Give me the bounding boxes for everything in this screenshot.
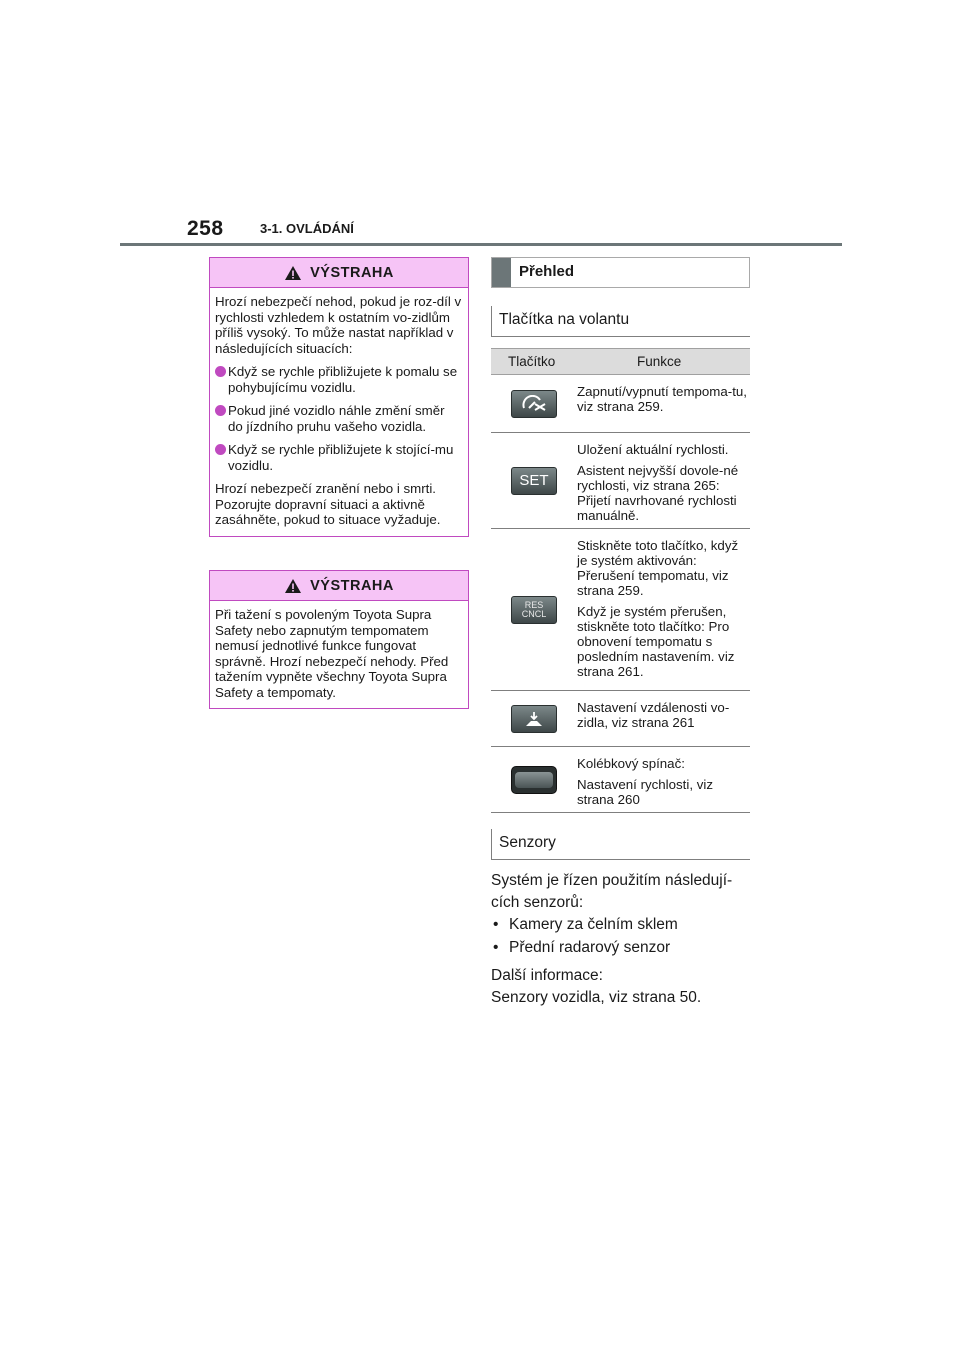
table-row: Zapnutí/vypnutí tempoma-tu, viz strana 259. [491,375,750,433]
table-row: Nastavení vzdálenosti vo-zidla, viz strana 261 [491,691,750,747]
warning-bullet: Když se rychle přibližujete k stojící-mu vozidlu. [215,442,463,473]
warning-box-towing [209,570,469,709]
warning-text: Při tažení s povoleným Toyota Supra Safety nebo zapnutým tempomatem nemusí jednotlivé funkce fungovat správně. Hrozí nebezpečí nehody. Před tažením vypněte všechny Toyota Supra Safety a tempomaty. [215,607,449,700]
distance-setting-icon [511,705,557,733]
res-cncl-button-icon: RES CNCL [511,596,557,624]
sensors-more-line1: Další informace: [491,967,603,984]
col-header-function: Funkce [637,354,682,369]
warning-title: VÝSTRAHA [310,577,394,594]
buttons-table [491,348,750,813]
sensors-intro-line1: Systém je řízen použitím následují- [491,872,733,889]
set-button-icon: SET [511,467,557,495]
warning-outro: Hrozí nebezpečí zranění nebo i smrti. Pozorujte dopravní situaci a aktivně zasáhněte, pokud to situace vyžaduje. [215,481,441,527]
sensors-body [491,871,732,1007]
warning-bullet: Pokud jiné vozidlo náhle změní směr do jízdního pruhu vašeho vozidla. [215,403,463,434]
bullet-dot-icon [215,444,226,455]
table-row: Kolébkový spínač: Nastavení rychlosti, viz strana 260 [491,747,750,813]
warning-box-speed [209,257,469,537]
header-rule [120,243,842,246]
page-number: 258 [187,217,224,240]
warning-title: VÝSTRAHA [310,264,394,281]
rocker-switch-icon [511,766,557,794]
warning-intro: Hrozí nebezpečí nehod, pokud je roz-díl v rychlosti vzhledem k ostatním vo-zidlům příliš vysoký. To může nastat například v následujících situacích: [215,294,462,356]
table-row: SET Uložení aktuální rychlosti. Asistent nejvyšší dovole-né rychlosti, viz strana 265: Přijetí navrhované rychlosti manuálně. [491,433,750,529]
bullet-dot-icon [215,405,226,416]
heading-marker [492,258,511,287]
cruise-onoff-icon [511,390,557,418]
section-title: 3-1. OVLÁDÁNÍ [260,221,354,236]
sensors-more-line2: Senzory vozidla, viz strana 50. [491,989,702,1006]
buttons-subheading: Tlačítka na volantu [491,306,750,337]
list-item: • Kamery za čelním sklem [491,915,732,934]
sensors-subheading: Senzory [491,829,750,860]
overview-heading: Přehled [491,257,750,288]
col-header-button: Tlačítko [508,354,556,369]
warning-header [210,571,468,601]
table-row: RES CNCL Stiskněte toto tlačítko, když je systém aktivován: Přerušení tempomatu, viz strana 259. Když je systém přerušen, stiskněte toto tlačítko: Pro obnovení tempomatu s posledním nastavením. viz strana 261. [491,529,750,691]
bullet-dot-icon [215,366,226,377]
table-header [491,348,750,375]
warning-triangle-icon [284,578,302,594]
warning-header [210,258,468,288]
list-item: • Přední radarový senzor [491,938,732,957]
sensors-list [491,915,732,957]
warning-triangle-icon [284,265,302,281]
warning-bullet: Když se rychle přibližujete k pomalu se pohybujícímu vozidlu. [215,364,463,395]
sensors-intro-line2: cích senzorů: [491,894,584,911]
